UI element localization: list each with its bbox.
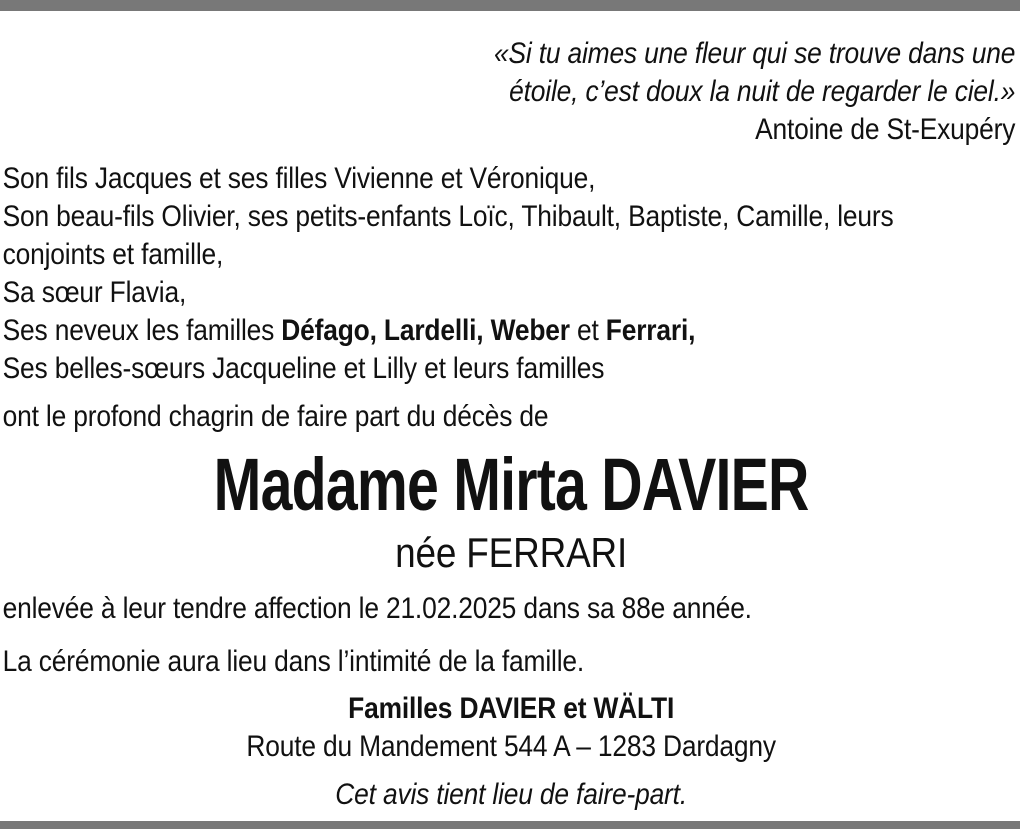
family-block	[3, 160, 1020, 388]
nephews-et: et	[569, 314, 606, 347]
passing-line: enlevée à leur tendre affection le 21.02.2025 dans sa 88e année.	[2, 592, 752, 625]
quote-line-2: étoile, c’est doux la nuit de regarder le ciel.»	[509, 75, 1016, 108]
signature-families: Familles DAVIER et WÄLTI	[348, 692, 675, 725]
footer-note: Cet avis tient lieu de faire-part.	[335, 778, 687, 811]
top-border-bar	[0, 0, 1020, 11]
nephews-last-name: Ferrari,	[605, 314, 696, 347]
family-line-beau-fils: Son beau-fils Olivier, ses petits-enfants Loïc, Thibault, Baptiste, Camille, leurs	[2, 200, 894, 233]
quote-attribution: Antoine de St-Exupéry	[755, 113, 1016, 146]
signature-address: Route du Mandement 544 A – 1283 Dardagny	[246, 730, 776, 763]
announcement-line: ont le profond chagrin de faire part du décès de	[2, 400, 549, 433]
deceased-name: Madame Mirta DAVIER	[213, 443, 809, 526]
quote-block	[3, 35, 1020, 149]
nephews-prefix: Ses neveux les familles	[2, 314, 282, 347]
family-line-belles-soeurs: Ses belles-sœurs Jacqueline et Lilly et leurs familles	[2, 352, 605, 385]
ceremony-line: La cérémonie aura lieu dans l’intimité de la famille.	[2, 645, 585, 678]
quote-line-1: «Si tu aimes une fleur qui se trouve dans une	[493, 37, 1016, 70]
death-notice-document	[0, 35, 1020, 814]
family-line-son: Son fils Jacques et ses filles Vivienne et Véronique,	[2, 162, 596, 195]
family-line-nephews	[3, 312, 1020, 350]
family-line-conjoints: conjoints et famille,	[2, 238, 224, 271]
nephews-names: Défago, Lardelli, Weber	[281, 314, 570, 347]
family-line-soeur: Sa sœur Flavia,	[2, 276, 187, 309]
bottom-border-bar	[0, 821, 1020, 829]
maiden-name: née FERRARI	[395, 529, 628, 576]
